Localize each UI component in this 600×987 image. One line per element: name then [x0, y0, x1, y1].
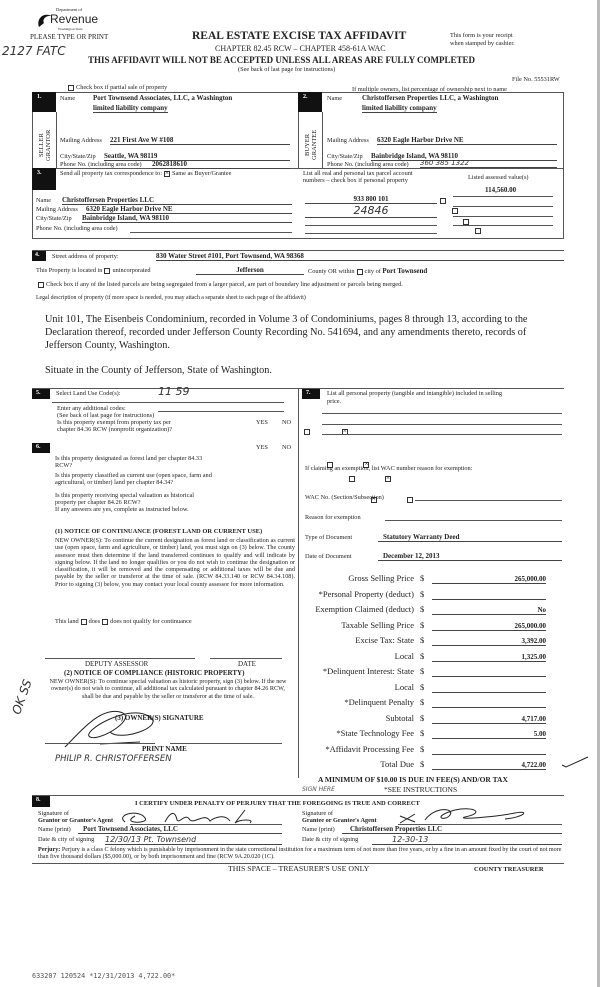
partial-sale-label: Check box if partial sale of property [76, 84, 168, 91]
parcel-list-label: List all real and personal tax parcel account [303, 170, 413, 177]
sign-here-stamp: SIGN HERE [302, 786, 335, 793]
fee-row [300, 697, 560, 711]
section-8-label: 8. [32, 796, 50, 807]
perjury-notice [38, 847, 563, 862]
fee-label: Excise Tax: State [355, 635, 414, 645]
forest-question [55, 455, 202, 469]
city-checkbox[interactable] [357, 269, 363, 275]
seller-mail-label: Mailing Address [60, 137, 102, 144]
current-use-yes-checkbox[interactable] [349, 476, 355, 482]
fee-label: Subtotal [385, 712, 414, 723]
print-name-label: PRINT NAME [142, 745, 187, 753]
personal-property-checkbox-3[interactable] [463, 219, 469, 225]
fee-value[interactable]: 265,000.00 [432, 622, 546, 631]
buyer-side-label: BUYER GRANTEE [304, 129, 318, 161]
fee-label: *Delinquent Interest: State [322, 666, 414, 676]
buyer-mail-label: Mailing Address [327, 137, 369, 144]
fee-label: Gross Selling Price [348, 573, 414, 583]
legal-line-3: Jefferson County, Washington. [45, 340, 170, 351]
city-name: Port Townsend [382, 267, 428, 275]
yes-header: YES [256, 419, 268, 426]
currency-symbol: $ [420, 604, 425, 614]
historical-no-checkbox[interactable] [407, 497, 413, 503]
situate-line: Situate in the County of Jefferson, State of Washington. [45, 365, 272, 376]
grantor-agent-label: Grantor or Grantor's Agent [38, 817, 114, 824]
minimum-due-note: A MINIMUM OF $10.00 IS DUE IN FEE(S) AND/OR TAX [318, 775, 508, 784]
seller-name-2[interactable]: limited liability company [93, 104, 168, 112]
fee-value[interactable] [432, 699, 546, 708]
legal-description-label: Legal description of property (if more space is needed, you may attach a separate sheet to each page of the affidavit) [36, 295, 306, 301]
logo-sub: Washington State [58, 27, 83, 31]
see-instructions: *SEE INSTRUCTIONS [384, 785, 458, 794]
margin-initials: OK SS [9, 677, 35, 717]
currency-symbol: $ [420, 619, 425, 630]
currency-symbol: $ [420, 573, 425, 583]
corr-name-label: Name [36, 197, 52, 204]
wac-label: WAC No. (Section/Subsection) [305, 494, 384, 501]
logo-top: Department of [56, 7, 83, 12]
personal-property-label-2: price. [327, 398, 342, 405]
currency-symbol: $ [420, 712, 425, 723]
buyer-name-2[interactable]: limited liability company [362, 104, 437, 112]
assessor-date-label: DATE [238, 660, 256, 668]
current-use-question [55, 472, 212, 486]
buyer-name-label: Name [327, 95, 343, 102]
legal-line-2: Declaration thereof, recorded under Jefferson County Recording No. 541694, and any amendments thereto, records of [45, 327, 527, 338]
owner-signature-label: (3) OWNER(S) SIGNATURE [115, 714, 204, 722]
fee-value[interactable] [432, 684, 546, 693]
fee-value[interactable] [432, 591, 546, 600]
currency-symbol: $ [420, 666, 425, 676]
parcel-number[interactable]: 933 800 101 [305, 195, 437, 204]
personal-property-label: List all personal property (tangible and intangible) included in selling [327, 390, 503, 397]
exempt-question: Is this property exempt from property tax per [57, 419, 171, 426]
legal-description [45, 313, 527, 377]
exempt-yes-checkbox[interactable] [304, 429, 310, 435]
section-6-label: 6. [32, 443, 50, 453]
receipt-note-2: when stamped by cashier. [450, 40, 515, 47]
fee-label: *Personal Property (deduct) [318, 588, 414, 599]
county[interactable]: Jefferson [196, 266, 304, 275]
send-correspondence-label: Send all property tax correspondence to: [60, 170, 162, 177]
personal-property-checkbox-4[interactable] [475, 228, 481, 234]
grantee-signature[interactable] [395, 806, 565, 824]
fee-label: Local [394, 681, 414, 692]
same-as-buyer-checkbox[interactable] [164, 171, 170, 177]
city-row [308, 267, 427, 275]
perjury-label: Perjury: [38, 847, 61, 853]
currency-symbol: $ [420, 681, 425, 692]
please-type: PLEASE TYPE OR PRINT [30, 33, 109, 41]
fee-row [300, 651, 560, 665]
grantee-agent-label: Grantee or Grantee's Agent [302, 817, 377, 824]
seller-name-label: Name [60, 95, 76, 102]
qualify-row [55, 618, 192, 625]
does-label: does [88, 618, 101, 625]
tax-correspondence [60, 170, 231, 177]
fee-row [300, 682, 560, 696]
yes-header-6: YES [256, 444, 268, 451]
assessed-value: 114,560.00 [485, 186, 517, 194]
receipt-stamp: 633207 120524 *12/31/2013 4,722.00* [32, 972, 176, 980]
this-land-label: This land [55, 618, 79, 625]
fee-row [300, 713, 560, 727]
printed-owner-name[interactable]: PHILIP R. CHRISTOFFERSEN [55, 754, 172, 764]
grantor-signature[interactable] [115, 808, 285, 824]
land-use-code[interactable]: 11 59 [158, 385, 190, 398]
does-not-checkbox[interactable] [102, 619, 108, 625]
handwritten-note: 2127 FATC [2, 44, 66, 58]
fee-row [300, 666, 560, 680]
section-7-label: 7. [302, 389, 320, 399]
doc-type[interactable]: Statutory Warranty Deed [378, 533, 562, 542]
fee-value[interactable]: 265,000.00 [432, 575, 546, 584]
no-header-6: NO [282, 444, 292, 451]
form-title: REAL ESTATE EXCISE TAX AFFIDAVIT [192, 30, 407, 42]
county-treasurer-label: COUNTY TREASURER [474, 866, 544, 873]
q1-line-2: RCW? [55, 462, 73, 469]
fee-row [300, 589, 560, 603]
grantee-name-print[interactable]: Christoffersen Properties LLC [342, 825, 562, 834]
fee-label: Total Due [380, 759, 414, 769]
grantor-name-print[interactable]: Port Townsend Associates, LLC [78, 825, 282, 834]
seller-phone-label: Phone No. (including area code) [60, 161, 142, 168]
legal-line-1: Unit 101, The Eisenbeis Condominium, recorded in Volume 3 of Condominiums, pages 8 through 13, according to the [45, 314, 528, 325]
grantee-sig-label: Signature of [302, 810, 333, 817]
assessed-values-label: Listed assessed value(s) [468, 174, 529, 181]
currency-symbol: $ [420, 728, 425, 738]
grantor-date-label: Date & city of signing [38, 836, 95, 843]
parcel-list-label-2: numbers – check box if personal property [303, 177, 408, 184]
q1-line: Is this property designated as forest land per chapter 84.33 [55, 455, 203, 462]
same-as-buyer-label: Same as Buyer/Grantee [171, 170, 232, 177]
if-yes-note: If any answers are yes, complete as instructed below. [55, 506, 189, 513]
corr-phone-label: Phone No. (including area code) [36, 225, 118, 232]
grantee-date-city[interactable]: 12-30-13 [372, 835, 562, 845]
segregated-label: Check box if any of the listed parcels are being segregated from a larger parcel, are part of boundary line adjustment or parcels being merged. [46, 281, 403, 288]
see-back-5: (See back of last page for instructions) [57, 412, 155, 419]
form-warning: THIS AFFIDAVIT WILL NOT BE ACCEPTED UNLESS ALL AREAS ARE FULLY COMPLETED [88, 55, 476, 65]
location-row [36, 267, 151, 274]
reason-label: Reason for exemption [305, 514, 361, 521]
corr-city[interactable]: Bainbridge Island, WA 98110 [82, 214, 292, 223]
fee-value[interactable]: 4,722.00 [432, 761, 546, 770]
grantor-sig-label: Signature of [38, 810, 69, 817]
corr-name[interactable]: Christoffersen Properties LLC [62, 196, 292, 205]
segregated-row [36, 281, 403, 288]
corr-city-label: City/State/Zip [36, 215, 72, 222]
fee-row [300, 744, 560, 758]
section-3-label: 3. [32, 168, 56, 190]
notice-compliance-text: NEW OWNER(S): To continue special valuation as historic property, sign (3) below. If the new owner(s) do not wish to continue, all additional tax calculated pursuant to chapter 84.26 RCW, shall be due and payable by the seller or transferor at the time of sale. [49, 678, 287, 700]
currency-symbol: $ [420, 635, 425, 645]
notice-continuance-text: NEW OWNER(S): To continue the current designation as forest land or classification as current use (open space, farm and agriculture, or timber) land, you must sign on (3) below. The county assessor must then determine if the land transferred continues to qualify and will indicate by signing below. If the land no longer qualifies or you do not wish to continue the designation or classification, it will be removed and the compensating or additional taxes will be due and payable by the seller or transferor at the time of sale. (RCW 84.33.140 or RCW 84.34.108). Prior to signing (3) below, you may contact your local county assessor for more information. [55, 537, 295, 588]
currency-symbol: $ [420, 759, 425, 769]
buyer-mail[interactable]: 6320 Eagle Harbor Drive NE [377, 136, 557, 145]
buyer-city-label: City/State/Zip [327, 153, 363, 160]
corr-mail-label: Mailing Address [36, 206, 78, 213]
fee-label: Taxable Selling Price [341, 619, 414, 630]
seller-phone[interactable]: 2062818610 [152, 160, 290, 169]
currency-symbol: $ [420, 588, 425, 599]
section-2-label: 2. [298, 92, 322, 112]
grantor-date-city[interactable]: 12/30/13 Pt. Townsend [105, 835, 282, 845]
fee-value[interactable]: 1,325.00 [432, 653, 546, 662]
seller-mail[interactable]: 221 First Ave W #108 [110, 136, 290, 145]
parcel-handwritten[interactable]: 24846 [305, 205, 437, 218]
fee-label: *Affidavit Processing Fee [325, 743, 414, 754]
fee-label: *Delinquent Penalty [344, 697, 414, 707]
doc-date[interactable]: December 12, 2013 [378, 552, 562, 561]
fee-row [300, 573, 560, 587]
q3-line: Is this property receiving special valuation as historical [55, 492, 195, 499]
land-use-label: Select Land Use Code(s): [56, 390, 121, 397]
located-label: This Property is located in [36, 267, 103, 274]
currency-symbol: $ [420, 697, 425, 707]
city-of-label: city of [364, 268, 381, 275]
certify-statement: I CERTIFY UNDER PENALTY OF PERJURY THAT THE FOREGOING IS TRUE AND CORRECT [135, 800, 420, 807]
section-1-label: 1. [32, 92, 56, 112]
fee-row [300, 604, 560, 618]
q3-line-2: property per chapter 84.26 RCW? [55, 499, 141, 506]
fee-row [300, 759, 560, 773]
segregated-checkbox[interactable] [38, 282, 44, 288]
fee-value[interactable]: 3,392.00 [432, 637, 546, 646]
logo-main: Revenue [50, 12, 99, 26]
buyer-phone-label: Phone No. (including area code) [327, 161, 409, 168]
street-address[interactable]: 830 Water Street #101, Port Townsend, WA 98368 [156, 252, 564, 261]
multiple-owners-note: If multiple owners, list percentage of ownership next to name [352, 86, 507, 93]
no-header: NO [282, 419, 292, 426]
county-or-label: County OR within [308, 268, 355, 275]
section-5-label: 5. [32, 389, 50, 399]
grantee-name-label: Name (print) [302, 826, 335, 833]
q2-line-2: agricultural, or timber) land per chapter 84.34? [55, 479, 174, 486]
seller-city-label: City/State/Zip [60, 153, 96, 160]
historical-question [55, 492, 194, 513]
form-chapter: CHAPTER 82.45 RCW – CHAPTER 458-61A WAC [215, 44, 386, 53]
unincorporated-label: unincorporated [112, 267, 151, 274]
corr-mail[interactable]: 6320 Eagle Harbor Drive NE [86, 205, 292, 214]
seller-name[interactable]: Port Townsend Associates, LLC, a Washington [93, 94, 233, 102]
fee-value[interactable]: 5.00 [432, 730, 546, 739]
checkmark-icon [560, 755, 590, 769]
seller-city[interactable]: Seattle, WA 98119 [104, 152, 290, 161]
q2-line: Is this property classified as current use (open space, farm and [55, 472, 212, 479]
exemption-label: If claiming an exemption, list WAC number reason for exemption: [305, 465, 473, 472]
fee-value[interactable]: No [432, 606, 546, 615]
fee-row [300, 620, 560, 634]
personal-property-checkbox-2[interactable] [452, 208, 458, 214]
treasurer-space-label: THIS SPACE – TREASURER'S USE ONLY [228, 864, 370, 873]
does-not-label: does not qualify for continuance [110, 618, 192, 625]
current-use-no-checkbox[interactable] [385, 476, 391, 482]
doc-type-label: Type of Document [305, 534, 353, 541]
personal-property-checkbox-1[interactable] [440, 198, 446, 204]
section-4-label: 4. [32, 251, 46, 261]
deputy-assessor-label: DEPUTY ASSESSOR [85, 660, 149, 668]
does-checkbox[interactable] [81, 619, 87, 625]
currency-symbol: $ [420, 650, 425, 661]
buyer-phone[interactable]: 360 385 1322 [420, 159, 557, 168]
receipt-note: This form is your receipt [450, 32, 513, 39]
partial-sale-checkbox[interactable] [66, 84, 167, 91]
exempt-question-2: chapter 84.36 RCW (nonprofit organization)? [57, 426, 173, 433]
grantee-date-label: Date & city of signing [302, 836, 359, 843]
notice-compliance-title: (2) NOTICE OF COMPLIANCE (HISTORIC PROPERTY) [64, 669, 245, 677]
currency-symbol: $ [420, 743, 425, 754]
fee-label: Exemption Claimed (deduct) [315, 604, 414, 614]
see-back: (See back of last page for instructions) [238, 66, 336, 73]
buyer-name[interactable]: Christoffersen Properties LLC, a Washington [362, 94, 499, 102]
buyer-city[interactable]: Bainbridge Island, WA 98110 [371, 152, 557, 161]
fee-value[interactable] [432, 746, 546, 755]
fee-row [300, 635, 560, 649]
doc-date-label: Date of Document [305, 553, 352, 560]
unincorporated-checkbox[interactable] [104, 268, 110, 274]
seller-side-label: SELLER GRANTOR [38, 129, 52, 161]
fee-value[interactable]: 4,717.00 [432, 715, 546, 724]
fee-value[interactable] [432, 668, 546, 677]
fee-label: *State Technology Fee [336, 728, 414, 738]
additional-codes-label: Enter any additional codes: [57, 405, 126, 412]
file-number: File No. 55531RW [512, 76, 560, 83]
perjury-text: Perjury is a class C felony which is punishable by imprisonment in the state correctional institution for a maximum term of not more than five years, or by a fine in an amount fixed by the court of not more than five thousand dollars ($5,000.00), or by both imprisonment and fine (RCW 9A.20.020 (1C). [38, 847, 562, 861]
fee-label: Local [394, 650, 414, 661]
notice-continuance-title: (1) NOTICE OF CONTINUANCE (FOREST LAND OR CURRENT USE) [55, 528, 263, 535]
street-label: Street address of property: [52, 253, 119, 260]
fee-row [300, 728, 560, 742]
grantor-name-label: Name (print) [38, 826, 71, 833]
